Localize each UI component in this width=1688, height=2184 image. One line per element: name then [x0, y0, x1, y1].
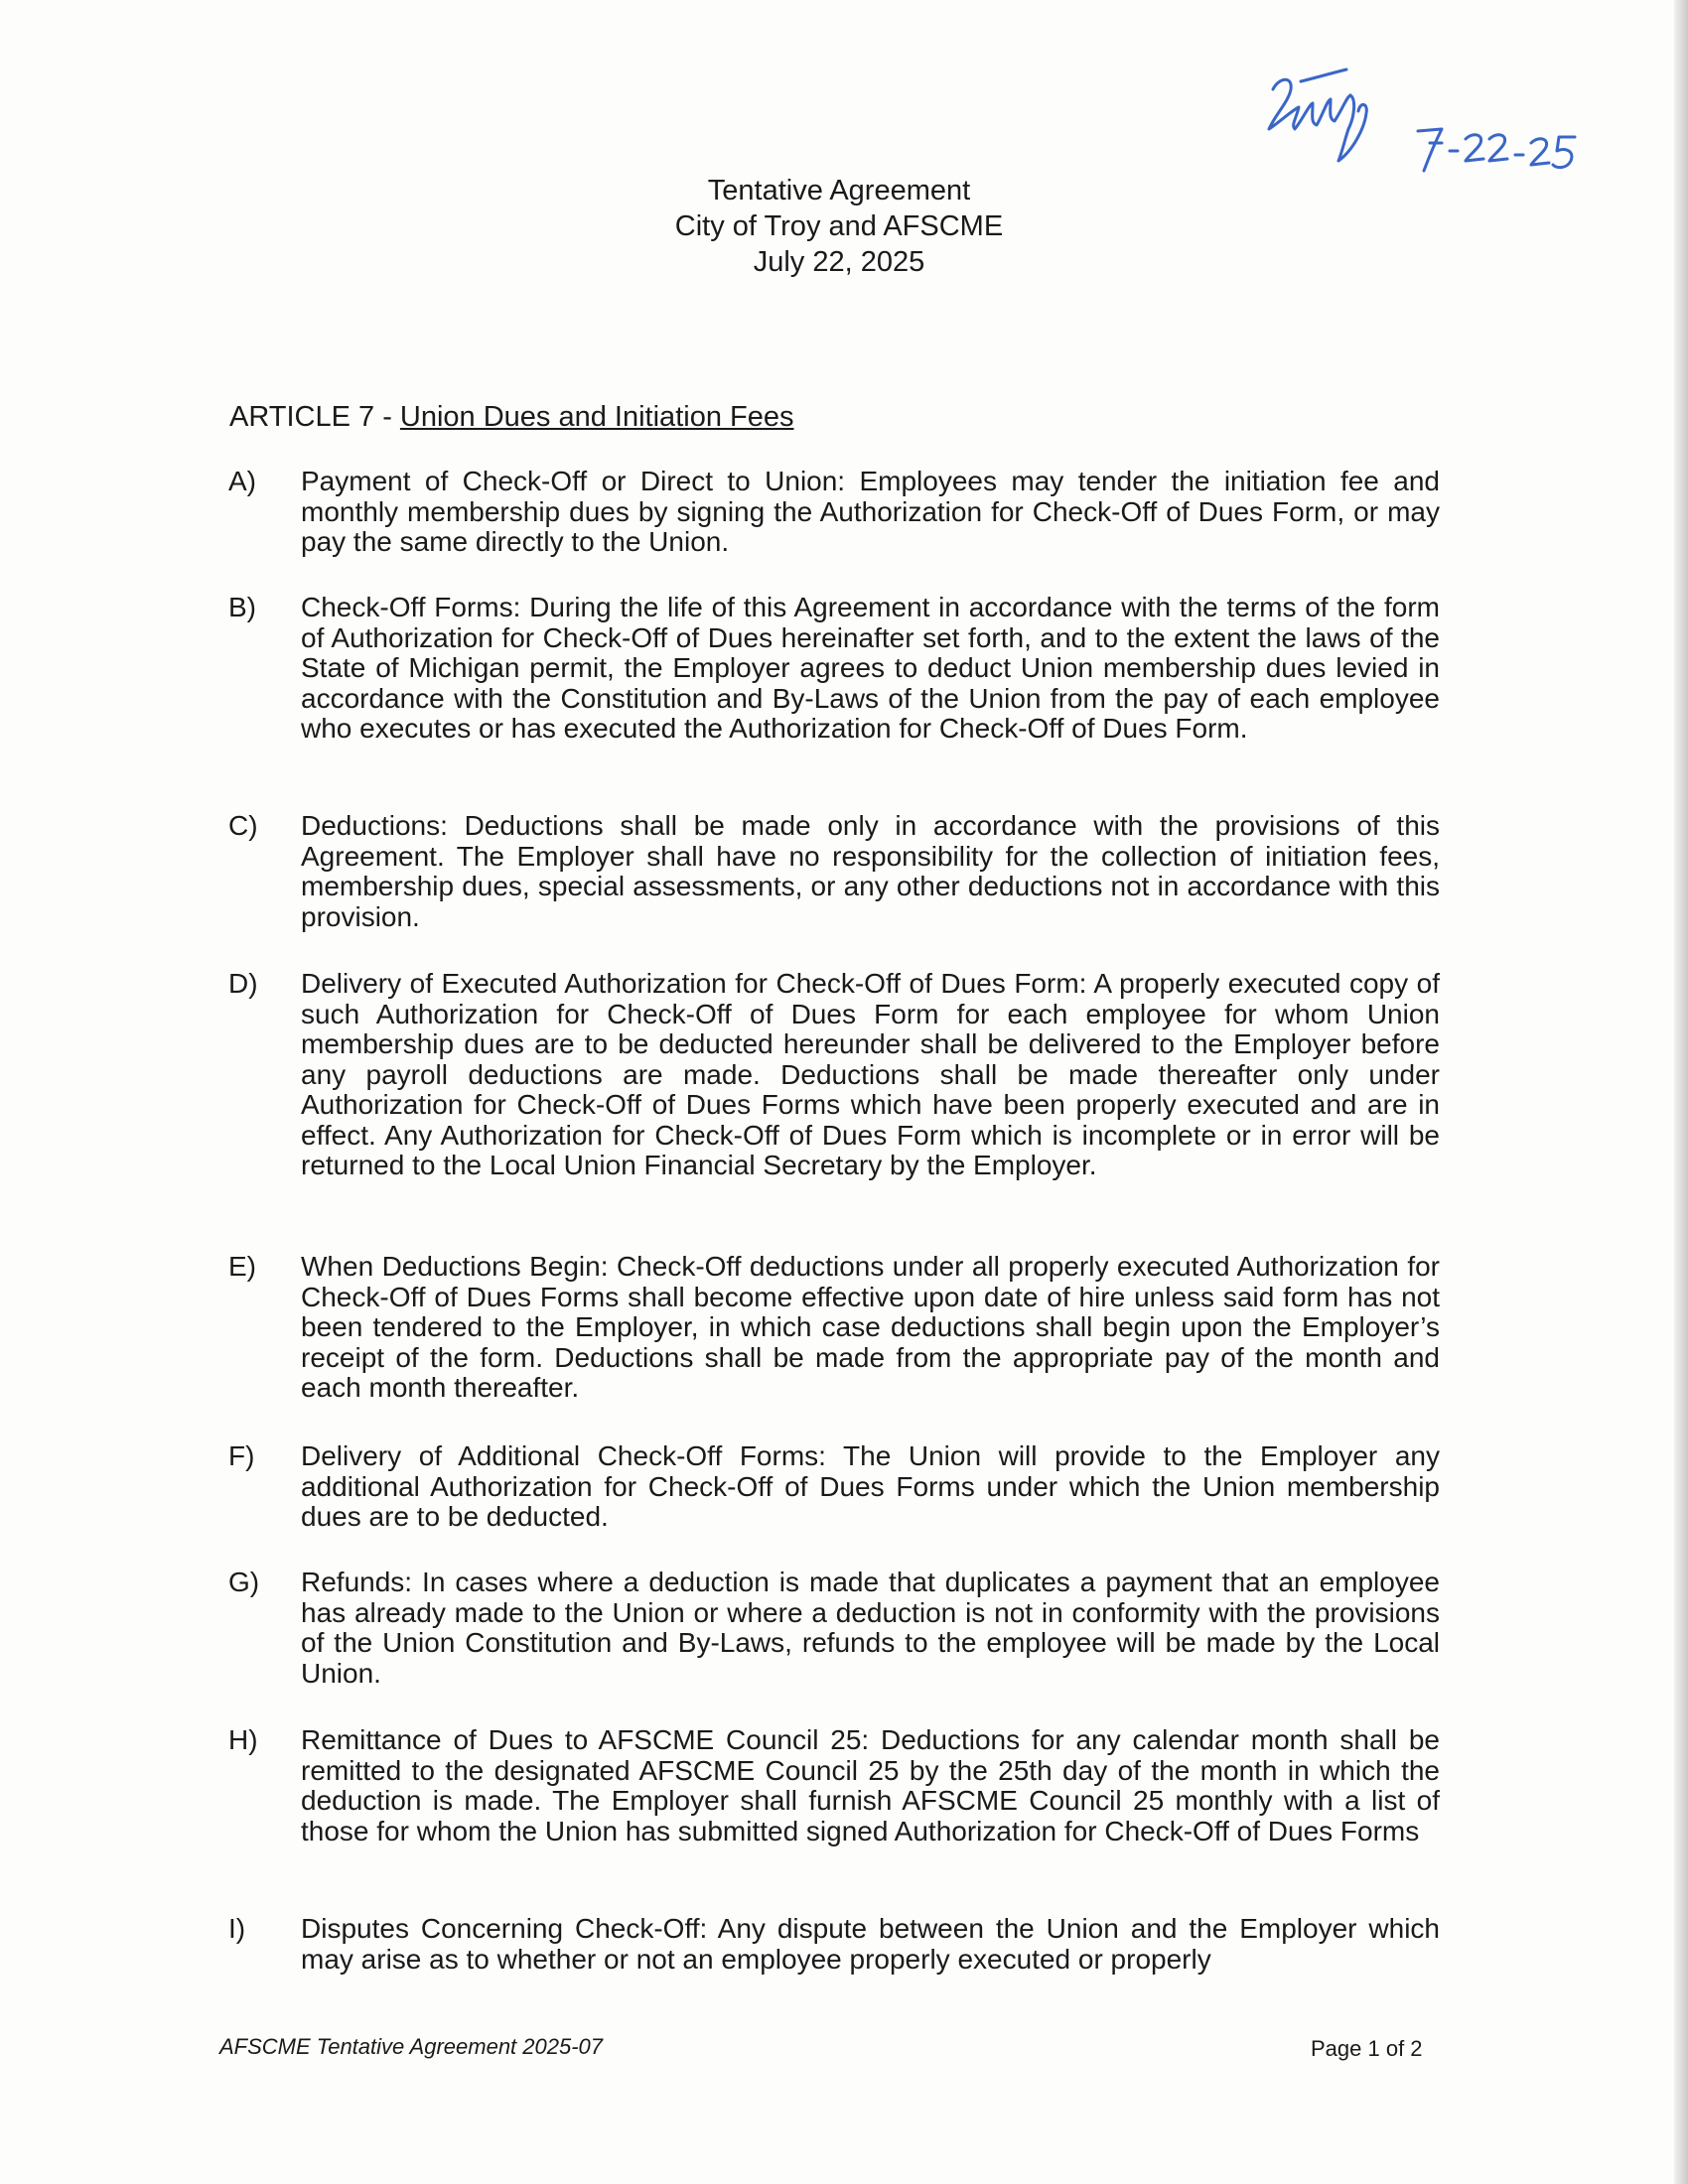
section-text: Remittance of Dues to AFSCME Council 25: Deductions for any calendar month shall be remitted to the designated AFSCME Council 25 by the 25th day of the month in which the deduction is made. The Employer shall furnish AFSCME Council 25 monthly with a list of those for whom the Union has submitted signed Authorization for Check-Off of Dues Forms: [301, 1724, 1440, 1846]
section-text: When Deductions Begin: Check-Off deductions under all properly executed Authorization for Check-Off of Dues Forms shall become effective upon date of hire unless said form has not been tendered to the Employer, in which case deductions shall begin upon the Employer’s receipt of the form. Deductions shall be made from the appropriate pay of the month and each month thereafter.: [301, 1251, 1440, 1403]
section-h: [228, 1725, 1440, 1846]
section-d: [228, 969, 1440, 1181]
section-c: [228, 811, 1440, 932]
article-heading: [229, 399, 793, 435]
document-header: [0, 173, 1678, 280]
footer-document-name: AFSCME Tentative Agreement 2025-07: [219, 2034, 604, 2059]
section-letter: E): [228, 1251, 256, 1282]
section-g: [228, 1568, 1440, 1689]
section-text: Delivery of Additional Check-Off Forms: The Union will provide to the Employer any additional Authorization for Check-Off of Dues Forms under which the Union membership dues are to be deducted.: [301, 1440, 1440, 1532]
header-title: Tentative Agreement: [707, 175, 971, 206]
section-text: Disputes Concerning Check-Off: Any dispute between the Union and the Employer which may arise as to whether or not an employee properly executed or properly: [301, 1913, 1440, 1975]
section-i: [228, 1914, 1440, 1975]
section-a: [228, 467, 1440, 558]
section-text: Check-Off Forms: During the life of this Agreement in accordance with the terms of the form of Authorization for Check-Off of Dues hereinafter set forth, and to the extent the laws of the State of Michigan permit, the Employer agrees to deduct Union membership dues levied in accordance with the Constitution and By-Laws of the Union from the pay of each employee who executes or has executed the Authorization for Check-Off of Dues Form.: [301, 592, 1440, 744]
section-f: [228, 1441, 1440, 1533]
header-parties: City of Troy and AFSCME: [674, 210, 1004, 242]
section-letter: C): [228, 810, 258, 841]
section-e: [228, 1252, 1440, 1404]
section-letter: A): [228, 466, 256, 496]
header-date: July 22, 2025: [753, 246, 925, 278]
section-letter: G): [228, 1567, 260, 1597]
article-number: ARTICLE 7 -: [229, 401, 400, 433]
article-title: Union Dues and Initiation Fees: [399, 401, 794, 433]
page-edge-shadow: [1674, 0, 1688, 2184]
section-letter: F): [228, 1440, 255, 1471]
footer-page-number: Page 1 of 2: [1311, 2036, 1423, 2061]
section-b: [228, 593, 1440, 745]
section-letter: D): [228, 968, 258, 999]
section-letter: H): [228, 1724, 258, 1755]
section-text: Delivery of Executed Authorization for Check-Off of Dues Form: A properly executed copy of such Authorization for Check-Off of Dues Form for each employee for whom Union membership dues are to be deducted hereunder shall be delivered to the Employer before any payroll deductions are made. Deductions shall be made thereafter only under Authorization for Check-Off of Dues Forms which have been properly executed and are in effect. Any Authorization for Check-Off of Dues Form which is incomplete or in error will be returned to the Local Union Financial Secretary by the Employer.: [301, 968, 1440, 1180]
section-letter: B): [228, 592, 256, 622]
section-text: Deductions: Deductions shall be made only in accordance with the provisions of this Agreement. The Employer shall have no responsibility for the collection of initiation fees, membership dues, special assessments, or any other deductions not in accordance with this provision.: [301, 810, 1440, 932]
section-text: Payment of Check-Off or Direct to Union: Employees may tender the initiation fee and monthly membership dues by signing the Authorization for Check-Off of Dues Form, or may pay the same directly to the Union.: [301, 466, 1440, 557]
section-text: Refunds: In cases where a deduction is made that duplicates a payment that an employee has already made to the Union or where a deduction is not in conformity with the provisions of the Union Constitution and By-Laws, refunds to the employee will be made by the Local Union.: [301, 1567, 1440, 1689]
section-letter: I): [228, 1913, 246, 1944]
